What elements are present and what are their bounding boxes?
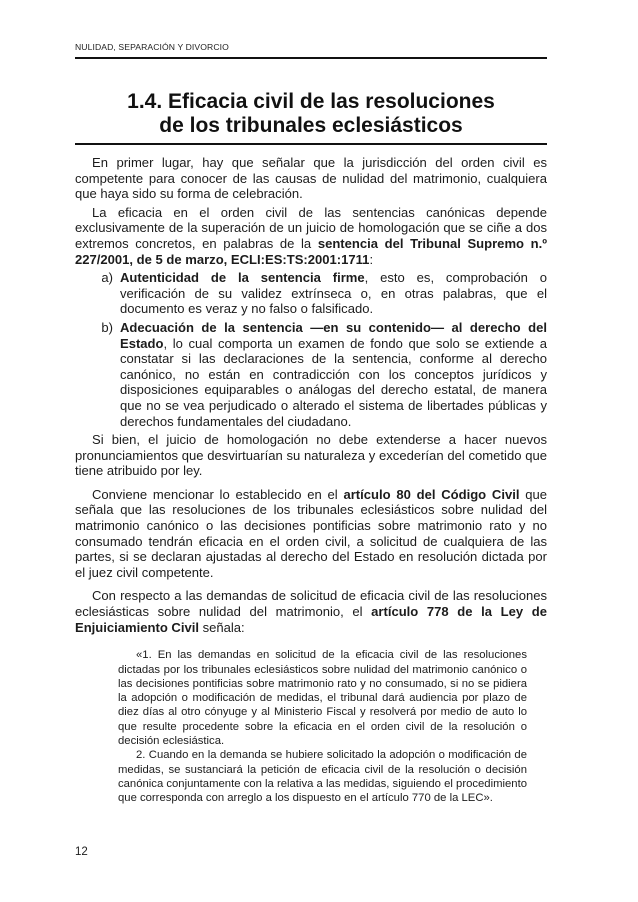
running-head: NULIDAD, SEPARACIÓN Y DIVORCIO (75, 42, 229, 52)
supreme-court-citation: sentencia del Tribunal Supremo n.º 227/2001, de 5 de marzo, ECLI:ES:TS:2001:1711 (75, 235, 547, 267)
list-content-b (120, 320, 547, 429)
paragraph-homologation (75, 205, 547, 267)
paragraph-jurisdiction: En primer lugar, hay que señalar que la jurisdicción del orden civil es competente para conocer de las causas de nulidad del matrimonio, cualquiera que haya sido su forma de celebración. (75, 155, 547, 202)
quote-paragraph-2: 2. Cuando en la demanda se hubiere solicitado la adopción o modificación de medidas, se sustanciará la petición de eficacia civil de la resolución o decisión canónica conjuntamente con la relativa a las medidas, siguiendo el procedimiento que corresponda con arreglo a los dispuesto en el artículo 770 de la LEC». (118, 749, 527, 805)
list-item-a-text: , esto es, comprobación o verificación de su validez extrínseca o, en otras palabras, que el documento es veraz y no falso o falsificado. (120, 270, 547, 317)
list-item-a (75, 270, 547, 317)
list-item-b (75, 320, 547, 429)
paragraph-scope: Si bien, el juicio de homologación no debe extenderse a hacer nuevos pronunciamientos que desvirtuarían su naturaleza y excederían del cometido que tiene atribuido por ley. (75, 432, 547, 479)
paragraph-article-778-end: señala: (198, 619, 245, 635)
page-number: 12 (75, 846, 88, 858)
paragraph-article-80-intro: Conviene mencionar lo establecido en el (92, 486, 344, 502)
paragraph-article-80-text: que señala que las resoluciones de los tribunales eclesiásticos sobre nulidad del matrimonio canónico o las decisiones pontificias sobre matrimonio rato y no consumado tendrán eficacia en el orden civil, a solicitud de cualquiera de las partes, si se declaran ajustadas al derecho del Estado en resolución dictada por el juez civil competente. (75, 486, 547, 580)
lec-citation: artículo 778 de la Ley de Enjuiciamiento Civil (75, 604, 547, 635)
paragraph-article-80 (75, 487, 547, 581)
section-title-line-2: de los tribunales eclesiásticos (159, 114, 463, 137)
section-title (75, 90, 547, 138)
list-content-a (120, 270, 547, 317)
civil-code-citation: artículo 80 del Código Civil (343, 486, 520, 502)
title-rule (75, 143, 547, 145)
section-title-line-1: 1.4. Eficacia civil de las resoluciones (127, 90, 495, 113)
list-item-a-heading: Autenticidad de la sentencia firme (120, 270, 365, 286)
quote-paragraph-1: «1. En las demandas en solicitud de la eficacia civil de las resoluciones dictadas por los tribunales eclesiásticos sobre nulidad del matrimonio canónico o las decisiones pontificias sobre matrimonio rato y no consumado, si no se pidiera la adopción o modificación de medidas, el tribunal dará audiencia por plazo de diez días al otro cónyuge y al Ministerio Fiscal y resolverá por medio de auto lo que resulte procedente sobre la eficacia en el orden civil de la resolución o decisión eclesiástica. (118, 649, 527, 747)
header-rule (75, 57, 547, 59)
list-item-b-heading: Adecuación de la sentencia —en su contenido— al derecho del Estado (120, 319, 547, 351)
list-marker-b: b) (101, 319, 113, 335)
paragraph-homologation-text: La eficacia en el orden civil de las sentencias canónicas depende exclusivamente de la superación de un juicio de homologación que se ciñe a dos extremos concretos, en palabras de la (75, 204, 547, 251)
paragraph-homologation-end: : (369, 251, 374, 267)
list-item-b-text: , lo cual comporta un examen de fondo que solo se extiende a constatar si las declaraciones de la sentencia, conforme al derecho canónico, no están en contradicción con los conceptos jurídicos y disposiciones equiparables o análogas del derecho estatal, de manera que no se vea perjudicado o alterado el sistema de libertades públicas y derechos fundamentales del ciudadano. (120, 335, 547, 429)
paragraph-article-778-intro: Con respecto a las demandas de solicitud de eficacia civil de las resoluciones eclesiásticas sobre nulidad del matrimonio, el (75, 588, 547, 620)
paragraph-article-778 (75, 588, 547, 635)
legal-quote (118, 648, 527, 805)
list-marker-a: a) (101, 270, 113, 286)
body-text (75, 155, 547, 805)
